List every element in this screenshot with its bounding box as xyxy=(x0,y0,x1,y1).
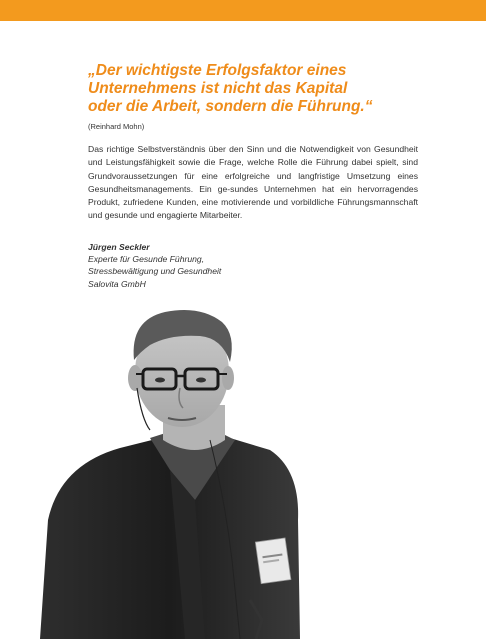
author-name: Jürgen Seckler xyxy=(88,242,150,252)
quote-source: (Reinhard Mohn) xyxy=(88,122,145,131)
quote-line-3: oder die Arbeit, sondern die Führung.“ xyxy=(88,98,373,115)
speaker-portrait xyxy=(0,300,486,639)
pull-quote xyxy=(88,62,388,116)
author-role-line-2: Stressbewältigung und Gesundheit xyxy=(88,266,222,277)
signature-block xyxy=(88,241,221,290)
body-paragraph: Das richtige Selbstverständnis über den Sinn und die Notwendigkeit von Gesundheit und Leistungsfähigkeit sowie die Frage, welche Rolle die Führung dabei spielt, sind Grundvoraussetzungen für eine erfolgreiche und langfristige Umsetzung eines Gesundheitsmanagements. Ein ge-sundes Unternehmen hat ein hervorragendes Produkt, zufriedene Kunden, eine motivierende und vorbildliche Führungsmannschaft und gesunde und engagierte Mitarbeiter. xyxy=(88,144,418,221)
author-role-line-1: Experte für Gesunde Führung, xyxy=(88,254,205,265)
quote-line-2: Unternehmens ist nicht das Kapital xyxy=(88,80,348,97)
quote-line-1: „Der wichtigste Erfolgsfaktor eines xyxy=(88,62,347,79)
top-accent-bar xyxy=(0,0,486,21)
author-company: Salovita GmbH xyxy=(88,278,146,289)
